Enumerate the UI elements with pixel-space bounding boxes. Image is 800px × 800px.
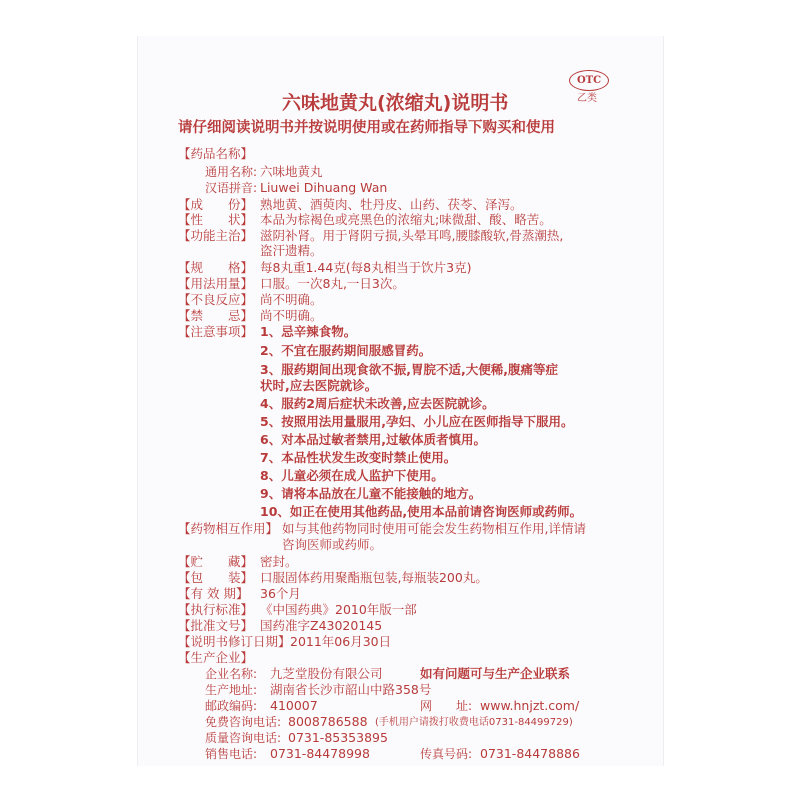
contraindications-value: 尚不明确。 bbox=[260, 308, 323, 323]
specification-label: 【规 格】 bbox=[178, 260, 254, 275]
contact-footer: 如有问题可与生产企业联系 bbox=[420, 666, 571, 681]
address-value: 湖南省长沙市韶山中路358号 bbox=[270, 682, 432, 697]
validity-value: 36个月 bbox=[260, 586, 301, 601]
precaution-item: 8、儿童必须在成人监护下使用。 bbox=[260, 468, 444, 483]
indications-label: 【功能主治】 bbox=[178, 228, 254, 243]
postal-value: 410007 bbox=[270, 698, 318, 713]
package-label: 【包 装】 bbox=[178, 570, 254, 585]
standard-label: 【执行标准】 bbox=[178, 602, 254, 617]
address-label: 生产地址: bbox=[205, 683, 258, 697]
approval-label: 【批准文号】 bbox=[178, 618, 254, 633]
precaution-item: 9、请将本品放在儿童不能接触的地方。 bbox=[260, 486, 482, 501]
dosage-value: 口服。一次8丸,一日3次。 bbox=[260, 276, 405, 291]
otc-class-label: 乙类 bbox=[577, 93, 597, 104]
common-name-label: 通用名称: bbox=[205, 165, 258, 179]
standard-value: 《中国药典》2010年版一部 bbox=[260, 602, 417, 617]
hotline-note: (手机用户请拨打收费电话0731-84499729) bbox=[375, 717, 573, 728]
quality-label: 质量咨询电话: bbox=[205, 731, 282, 745]
package-value: 口服固体药用聚酯瓶包装,每瓶装200丸。 bbox=[260, 570, 488, 585]
pinyin-value: Liuwei Dihuang Wan bbox=[260, 180, 388, 195]
fax-value: 0731-84478886 bbox=[480, 746, 580, 761]
web-label: 网 址: bbox=[420, 699, 473, 713]
precautions-label: 【注意事项】 bbox=[178, 324, 254, 339]
indications-line2: 盗汗遗精。 bbox=[260, 243, 323, 258]
hotline-label: 免费咨询电话: bbox=[205, 715, 282, 729]
validity-label: 【有 效 期】 bbox=[178, 586, 249, 601]
ingredients-label: 【成 份】 bbox=[178, 197, 254, 212]
indications-line1: 滋阴补肾。用于肾阴亏损,头晕耳鸣,腰膝酸软,骨蒸潮热, bbox=[260, 228, 564, 243]
document-title: 六味地黄丸(浓缩丸)说明书 bbox=[282, 92, 509, 114]
adverse-label: 【不良反应】 bbox=[178, 292, 254, 307]
storage-label: 【贮 藏】 bbox=[178, 554, 254, 569]
properties-value: 本品为棕褐色或亮黑色的浓缩丸;味微甜、酸、略苦。 bbox=[260, 212, 552, 227]
dosage-label: 【用法用量】 bbox=[178, 276, 254, 291]
otc-badge: OTC bbox=[569, 70, 609, 91]
postal-label: 邮政编码: bbox=[205, 699, 258, 713]
precaution-item: 3、服药期间出现食欲不振,胃脘不适,大便稀,腹痛等症 bbox=[260, 362, 558, 377]
web-value: www.hnjzt.com/ bbox=[480, 698, 580, 713]
precaution-item: 2、不宜在服药期间服感冒药。 bbox=[260, 343, 432, 358]
revision-value: 2011年06月30日 bbox=[290, 634, 392, 649]
company-name-label: 企业名称: bbox=[205, 667, 258, 681]
revision-label: 【说明书修订日期】 bbox=[178, 634, 291, 649]
interactions-line1: 如与其他药物同时使用可能会发生药物相互作用,详情请 bbox=[282, 521, 586, 536]
interactions-label: 【药物相互作用】 bbox=[178, 521, 279, 536]
specification-value: 每8丸重1.44克(每8丸相当于饮片3克) bbox=[260, 260, 472, 275]
precaution-item: 7、本品性状发生改变时禁止使用。 bbox=[260, 450, 457, 465]
drug-name-label: 【药品名称】 bbox=[178, 146, 254, 161]
precaution-item: 状时,应去医院就诊。 bbox=[260, 378, 378, 393]
interactions-line2: 咨询医师或药师。 bbox=[282, 537, 383, 552]
manufacturer-label: 【生产企业】 bbox=[178, 650, 254, 665]
approval-value: 国药准字Z43020145 bbox=[260, 618, 383, 633]
precaution-item: 1、忌辛辣食物。 bbox=[260, 324, 357, 339]
pinyin-label: 汉语拼音: bbox=[205, 181, 258, 195]
company-name-value: 九芝堂股份有限公司 bbox=[270, 666, 383, 681]
storage-value: 密封。 bbox=[260, 554, 298, 569]
properties-label: 【性 状】 bbox=[178, 212, 254, 227]
usage-warning: 请仔细阅读说明书并按说明使用或在药师指导下购买和使用 bbox=[178, 120, 555, 136]
common-name-value: 六味地黄丸 bbox=[260, 164, 323, 179]
hotline-value: 8008786588 bbox=[288, 714, 368, 729]
quality-value: 0731-85353895 bbox=[288, 730, 388, 745]
sales-label: 销售电话: bbox=[205, 747, 258, 761]
adverse-value: 尚不明确。 bbox=[260, 292, 323, 307]
precaution-item: 10、如正在使用其他药品,使用本品前请咨询医师或药师。 bbox=[260, 504, 583, 519]
contraindications-label: 【禁 忌】 bbox=[178, 308, 254, 323]
precaution-item: 4、服药2周后症状未改善,应去医院就诊。 bbox=[260, 396, 495, 411]
fax-label: 传真号码: bbox=[420, 747, 473, 761]
sales-value: 0731-84478998 bbox=[270, 746, 370, 761]
precaution-item: 6、对本品过敏者禁用,过敏体质者慎用。 bbox=[260, 432, 486, 447]
ingredients-value: 熟地黄、酒萸肉、牡丹皮、山药、茯苓、泽泻。 bbox=[260, 197, 523, 212]
precaution-item: 5、按照用法用量服用,孕妇、小儿应在医师指导下服用。 bbox=[260, 414, 574, 429]
